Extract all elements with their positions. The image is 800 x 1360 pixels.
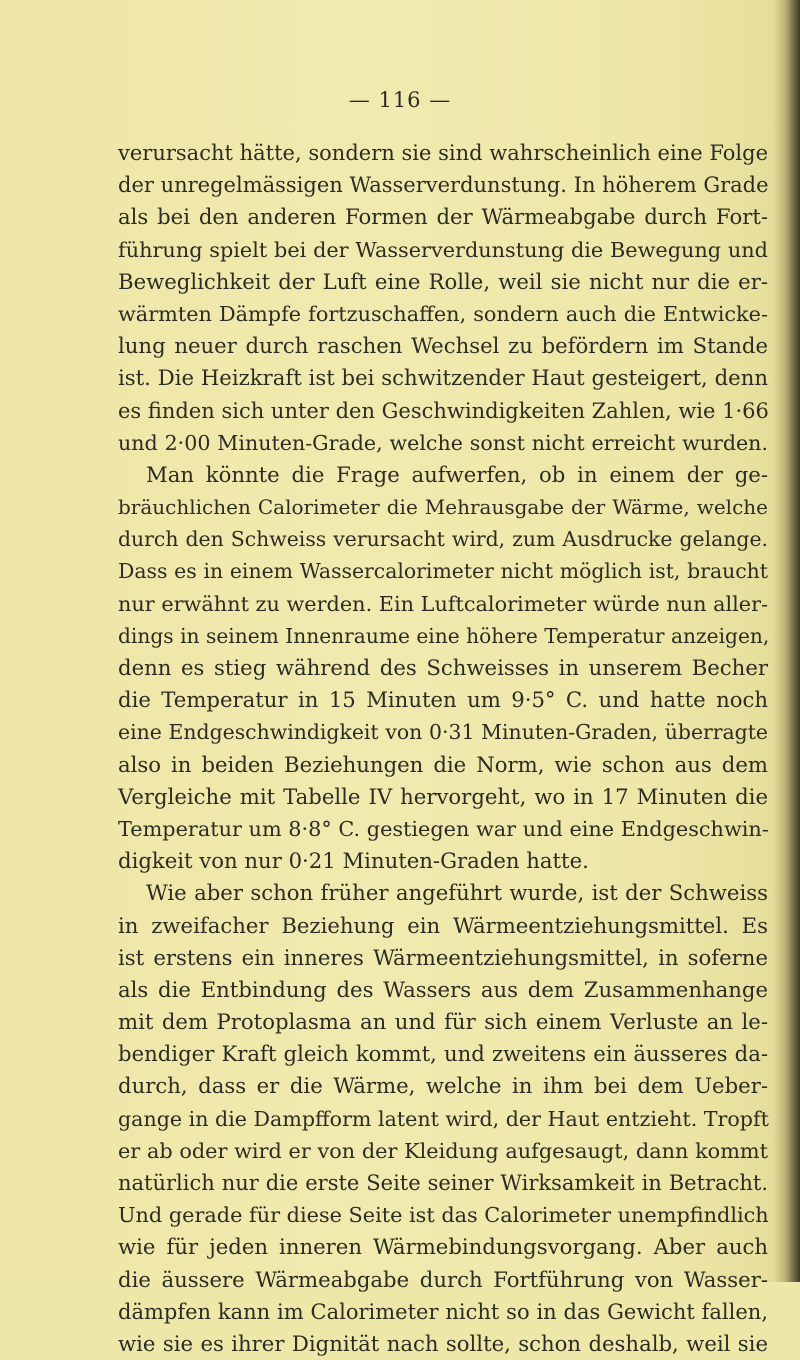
text-line: wie sie es ihrer Dignität nach sollte, schon deshalb, weil sie (118, 1330, 768, 1356)
text-line: lung neuer durch raschen Wechsel zu befördern im Stande (118, 333, 768, 359)
text-line: Temperatur um 8·8° C. gestiegen war und eine Endgeschwin- (118, 816, 769, 841)
text-line: Vergleiche mit Tabelle IV hervorgeht, wo in 17 Minuten die (118, 783, 768, 809)
text-line: und 2·00 Minuten-Grade, welche sonst nicht erreicht wurden. (118, 430, 768, 455)
text-line: durch, dass er die Wärme, welche in ihm bei dem Ueber- (118, 1073, 768, 1099)
text-line: Man könnte die Frage aufwerfen, ob in einem der ge- (146, 461, 768, 487)
text-line: wärmten Dämpfe fortzuschaffen, sondern auch die Entwicke- (118, 301, 768, 326)
text-line: bräuchlichen Calorimeter die Mehrausgabe der Wärme, welche (118, 495, 768, 520)
text-line: ist. Die Heizkraft ist bei schwitzender Haut gesteigert, denn (118, 365, 768, 391)
text-line: bendiger Kraft gleich kommt, und zweitens ein äusseres da- (118, 1041, 768, 1067)
text-line: dings in seinem Innenraume eine höhere Temperatur anzeigen, (118, 623, 770, 648)
text-line: er ab oder wird er von der Kleidung aufgesaugt, dann kommt (118, 1138, 768, 1163)
text-line: Und gerade für diese Seite ist das Calorimeter unempfindlich (118, 1203, 769, 1228)
text-line: die äussere Wärmeabgabe durch Fortführung von Wasser- (118, 1266, 768, 1292)
text-line: Dass es in einem Wassercalorimeter nicht möglich ist, braucht (118, 559, 768, 584)
text-line: der unregelmässigen Wasserverdunstung. In höherem Grade (118, 173, 769, 198)
text-line: wie für jeden inneren Wärmebindungsvorgang. Aber auch (118, 1234, 768, 1260)
text-line: die Temperatur in 15 Minuten um 9·5° C. und hatte noch (118, 687, 768, 713)
text-line: in zweifacher Beziehung ein Wärmeentziehungsmittel. Es (118, 912, 768, 938)
text-line: natürlich nur die erste Seite seiner Wirksamkeit in Betracht. (118, 1171, 768, 1195)
text-line: Wie aber schon früher angeführt wurde, ist der Schweiss (146, 880, 768, 906)
page-edge-shadow (774, 0, 800, 1282)
text-line: mit dem Protoplasma an und für sich einem Verluste an le- (118, 1009, 768, 1035)
text-line: nur erwähnt zu werden. Ein Luftcalorimeter würde nun aller- (118, 591, 769, 616)
text-line: als die Entbindung des Wassers aus dem Zusammenhange (118, 976, 768, 1002)
text-line: gange in die Dampfform latent wird, der Haut entzieht. Tropft (118, 1106, 769, 1131)
text-line: verursacht hätte, sondern sie sind wahrscheinlich eine Folge (118, 141, 768, 165)
text-line: als bei den anderen Formen der Wärmeabgabe durch Fort- (118, 204, 768, 230)
text-line: durch den Schweiss verursacht wird, zum Ausdrucke gelange. (118, 527, 768, 552)
text-line: also in beiden Beziehungen die Norm, wie schon aus dem (118, 751, 768, 777)
text-line: dämpfen kann im Calorimeter nicht so in das Gewicht fallen, (118, 1299, 768, 1324)
text-line: führung spielt bei der Wasserverdunstung die Bewegung und (118, 237, 768, 262)
text-line: ist erstens ein inneres Wärmeentziehungsmittel, in soferne (118, 944, 768, 970)
text-line: denn es stieg während des Schweisses in unserem Becher (118, 655, 768, 680)
body-text (118, 137, 768, 1360)
text-line: es finden sich unter den Geschwindigkeiten Zahlen, wie 1·66 (118, 398, 769, 423)
text-line: digkeit von nur 0·21 Minuten-Graden hatte. (118, 848, 589, 874)
text-line: eine Endgeschwindigkeit von 0·31 Minuten-Graden, überragte (118, 720, 768, 745)
page-number: — 116 — (348, 88, 452, 112)
text-line: Beweglichkeit der Luft eine Rolle, weil sie nicht nur die er- (118, 268, 768, 294)
